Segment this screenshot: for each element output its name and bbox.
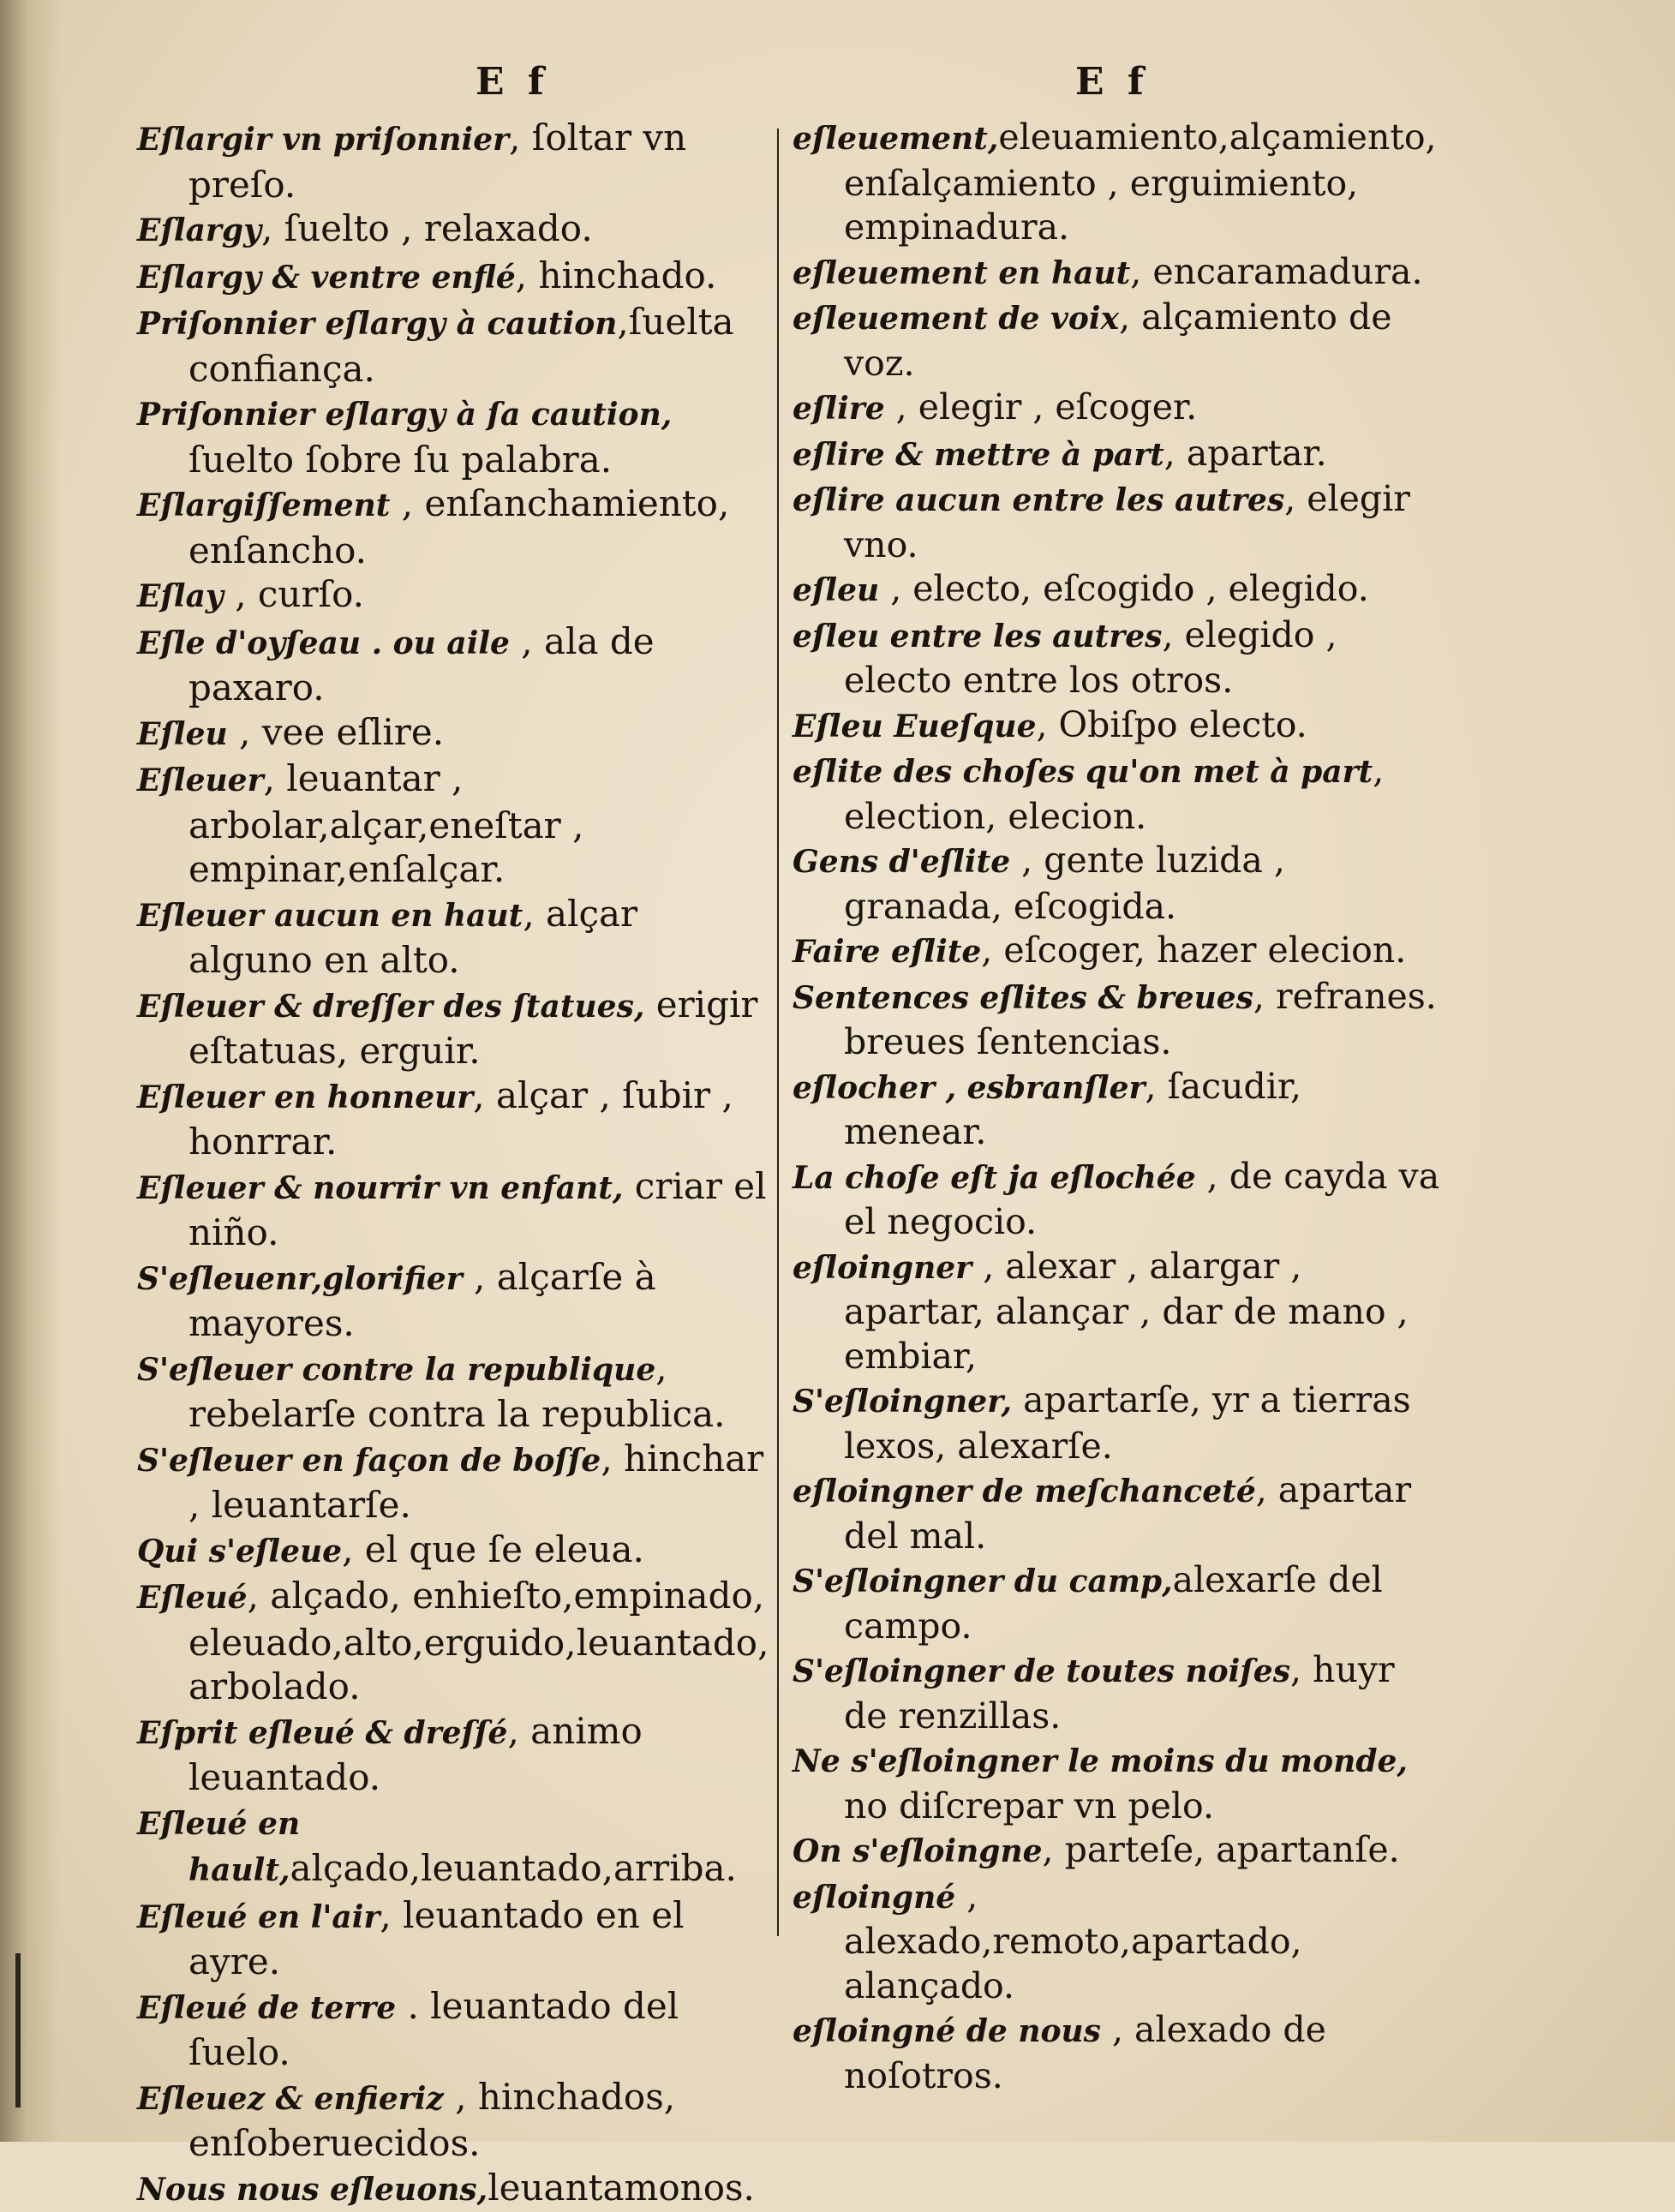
dictionary-entry (137, 1255, 771, 1346)
entry-headword: Qui s'eſleue (137, 1533, 342, 1569)
entry-translation: , huyr de renzillas. (844, 1649, 1395, 1737)
entry-translation: no diſcrepar vn pelo. (844, 1785, 1214, 1826)
entry-headword: Eſlargy (137, 212, 261, 248)
entry-translation: , alçar , ſubir , honrrar. (188, 1074, 733, 1163)
binding-mark (15, 1953, 21, 2107)
entry-headword: Sentences eſlites & breues (793, 980, 1253, 1016)
entry-headword: Gens d'eſlite (793, 844, 1010, 880)
entry-headword: La choſe eſt ja eſlochée (793, 1160, 1196, 1196)
right-column (793, 116, 1444, 2098)
dictionary-entry (137, 756, 771, 892)
column-divider (777, 129, 779, 1936)
entry-headword: eſleuement en haut (793, 255, 1130, 291)
dictionary-entry (793, 250, 1444, 296)
entry-headword: eſleuement de voix (793, 301, 1119, 337)
entry-headword: eſlire aucun entre les autres (793, 482, 1284, 518)
dictionary-entry (793, 1245, 1444, 1379)
entry-translation: , apartar. (1164, 433, 1327, 474)
running-head-left: E f (476, 60, 549, 104)
entry-translation: , alçarſe à mayores. (188, 1256, 656, 1345)
entry-headword: On s'eſloingne (793, 1833, 1043, 1869)
entry-translation: , el que ſe eleua. (342, 1528, 644, 1570)
dictionary-entry (793, 1874, 1444, 2009)
entry-headword: S'eſleuer en façon de boſſe (137, 1443, 601, 1479)
entry-headword: Eſprit eſleué & dreſſé (137, 1715, 507, 1751)
entry-translation: , alçar alguno en alto. (188, 893, 637, 982)
entry-translation: ſuelto ſobre ſu palabra. (188, 439, 612, 481)
entry-translation: , hinchados, enſoberuecidos. (188, 2076, 675, 2165)
entry-translation: , alexado de noſotros. (844, 2009, 1326, 2096)
entry-headword: eſlire & mettre à part (793, 437, 1164, 473)
entry-translation: , vee eſlire. (228, 711, 444, 753)
dictionary-entry (793, 1558, 1444, 1648)
dictionary-entry (793, 116, 1444, 250)
entry-translation: leuantamonos. (488, 2167, 755, 2209)
dictionary-entry (793, 477, 1444, 567)
entry-translation: , elegir vno. (844, 478, 1410, 565)
entry-headword: Eſleué en l'air (137, 1899, 380, 1935)
entry-headword: Eſlargy & ventre enflé (137, 260, 516, 296)
entry-translation: , gente luzida , granada, eſcogida. (844, 840, 1285, 927)
entry-headword: Eſleuer & nourrir vn enfant, (137, 1170, 623, 1206)
dictionary-entry (793, 1468, 1444, 1558)
entry-headword: eſlite des choſes qu'on met à part (793, 754, 1373, 790)
dictionary-entry (793, 1648, 1444, 1738)
entry-translation: , refranes. breues ſentencias. (844, 976, 1437, 1063)
dictionary-entry (793, 839, 1444, 929)
dictionary-entry (137, 572, 771, 619)
dictionary-entry (137, 710, 771, 757)
entry-headword: Eſlargir vn priſonnier (137, 122, 509, 158)
dictionary-entry (137, 300, 771, 391)
entry-translation: , enſanchamiento, enſancho. (188, 482, 729, 571)
entry-translation: criar el niño. (188, 1165, 767, 1254)
dictionary-entry (137, 1574, 771, 1709)
dictionary-entry (137, 1527, 771, 1575)
entry-translation: . leuantado del ſuelo. (188, 1985, 679, 2074)
entry-translation: eleuamiento,alçamiento, enſalçamiento , erguimiento, empinadura. (844, 117, 1437, 248)
entry-headword: eſloingné de nous (793, 2013, 1101, 2049)
dictionary-entry (137, 1893, 771, 1984)
dictionary-entry (137, 254, 771, 301)
entry-headword: eſlocher , esbranſler (793, 1070, 1146, 1106)
entry-headword: eſloingné (793, 1880, 955, 1916)
dictionary-entry (793, 703, 1444, 750)
entry-translation: , animo leuantado. (188, 1710, 643, 1799)
dictionary-entry (793, 975, 1444, 1065)
entry-translation: , alçado, enhieſto,empinado, eleuado,alto,erguido,leuantado, arbolado. (188, 1575, 769, 1707)
entry-headword: Eſle d'oyſeau . ou aile (137, 625, 510, 661)
entry-translation: , ſuelto , relaxado. (261, 207, 593, 249)
entry-headword: eſleuement, (793, 121, 998, 157)
entry-headword: Priſonnier eſlargy à caution (137, 306, 617, 342)
entry-translation: erigir eſtatuas, erguir. (188, 983, 758, 1073)
page-edge-shadow (0, 0, 60, 2142)
dictionary-entry (137, 206, 771, 254)
entry-headword: S'eſleuer contre la republique (137, 1352, 655, 1388)
dictionary-entry (137, 1437, 771, 1527)
entry-headword: Eſleué en hault, (137, 1806, 300, 1889)
dictionary-entry (137, 619, 771, 710)
dictionary-entry (793, 2008, 1444, 2098)
entry-headword: eſleu (793, 572, 879, 608)
entry-translation: , ſoltar vn preſo. (188, 117, 686, 206)
entry-translation: , leuantar , arbolar,alçar,eneſtar , empinar,enſalçar. (188, 757, 583, 890)
dictionary-entry (137, 1164, 771, 1255)
dictionary-entry (793, 567, 1444, 613)
entry-headword: Nous nous eſleuons, (137, 2172, 488, 2208)
entry-headword: Eſleuer en honneur (137, 1079, 473, 1115)
dictionary-entry (793, 386, 1444, 432)
dictionary-entry (793, 1065, 1444, 1155)
entry-translation: , ſacudir, menear. (844, 1066, 1301, 1153)
entry-headword: S'eſloingner, (793, 1384, 1012, 1420)
entry-headword: Eſleu (137, 716, 228, 752)
dictionary-entry (137, 1709, 771, 1800)
entry-translation: , elegido , electo entre los otros. (844, 614, 1337, 702)
dictionary-entry (137, 116, 771, 206)
entry-translation: , electo, eſcogido , elegido. (879, 568, 1369, 609)
dictionary-entry (137, 1346, 771, 1437)
dictionary-entry (793, 296, 1444, 386)
entry-headword: Eſleuer aucun en haut (137, 898, 523, 934)
entry-translation: , alexado,remoto,apartado, alançado. (844, 1875, 1302, 2006)
entry-headword: eſloingner (793, 1250, 972, 1286)
dictionary-entry (793, 1155, 1444, 1245)
entry-translation: , alçamiento de voz. (844, 296, 1391, 384)
dictionary-entry (793, 749, 1444, 839)
entry-headword: eſleu entre les autres (793, 619, 1162, 655)
entry-headword: Eſleu Eueſque (793, 708, 1036, 744)
entry-translation: , leuantado en el ayre. (188, 1894, 685, 1983)
entry-headword: Eſleuer (137, 762, 264, 798)
entry-translation: , alexar , alargar , apartar, alançar , dar de mano , embiar, (844, 1246, 1409, 1377)
dictionary-entry (137, 1800, 771, 1893)
entry-translation: , de cayda va el negocio. (844, 1156, 1439, 1243)
entry-translation: , apartar del mal. (844, 1469, 1411, 1557)
entry-translation: , parteſe, apartanſe. (1043, 1829, 1400, 1870)
dictionary-entry (137, 892, 771, 983)
entry-translation: , ala de paxaro. (188, 620, 655, 709)
dictionary-entry (793, 1378, 1444, 1468)
dictionary-entry (137, 983, 771, 1073)
dictionary-entry (793, 1828, 1444, 1874)
dictionary-entry (137, 481, 771, 572)
dictionary-entry (793, 432, 1444, 478)
entry-headword: eſlire (793, 391, 885, 427)
entry-headword: Eſlargiſſement (137, 487, 390, 523)
entry-translation: , encaramadura. (1130, 251, 1422, 292)
dictionary-entry (793, 1738, 1444, 1828)
entry-translation: , eſcoger, hazer elecion. (981, 930, 1406, 971)
entry-translation: ,ſuelta confiança. (188, 301, 734, 390)
entry-headword: Faire eſlite (793, 934, 981, 970)
dictionary-entry (137, 1984, 771, 2075)
entry-translation: , election, elecion. (844, 750, 1384, 837)
dictionary-entry (793, 929, 1444, 975)
entry-translation: , hinchado. (516, 254, 717, 296)
dictionary-entry (793, 613, 1444, 703)
dictionary-entry (137, 1073, 771, 1164)
entry-translation: , elegir , eſcoger. (885, 386, 1198, 427)
entry-headword: Priſonnier eſlargy à ſa caution, (137, 397, 672, 433)
entry-headword: S'eſloingner de toutes noiſes (793, 1653, 1290, 1689)
entry-headword: Eſleué de terre (137, 1990, 396, 2026)
entry-headword: Eſleuez & enfieriz (137, 2081, 444, 2117)
entry-translation: , hinchar , leuantarſe. (188, 1438, 763, 1527)
running-head-right: E f (1075, 60, 1149, 104)
dictionary-entry (137, 2075, 771, 2166)
dictionary-entry (137, 2166, 771, 2212)
entry-translation: alçado,leuantado,arriba. (290, 1847, 737, 1889)
entry-headword: Eſleué (137, 1580, 248, 1616)
entry-headword: S'eſleuenr,glorifier (137, 1261, 463, 1297)
entry-translation: apartarſe, yr a tierras lexos, alexarſe. (844, 1379, 1411, 1467)
entry-translation: , rebelarſe contra la republica. (188, 1347, 726, 1436)
entry-translation: alexarſe del campo. (844, 1559, 1383, 1647)
entry-translation: , curſo. (224, 573, 364, 615)
entry-translation: , Obiſpo electo. (1036, 704, 1307, 745)
entry-headword: eſloingner de meſchanceté (793, 1474, 1256, 1510)
entry-headword: Eſlay (137, 578, 224, 614)
dictionary-entry (137, 391, 771, 481)
left-column (137, 116, 771, 2212)
entry-headword: S'eſloingner du camp, (793, 1563, 1173, 1599)
entry-headword: Ne s'eſloingner le moins du monde, (793, 1743, 1408, 1779)
entry-headword: Eſleuer & dreſſer des ſtatues, (137, 989, 644, 1025)
